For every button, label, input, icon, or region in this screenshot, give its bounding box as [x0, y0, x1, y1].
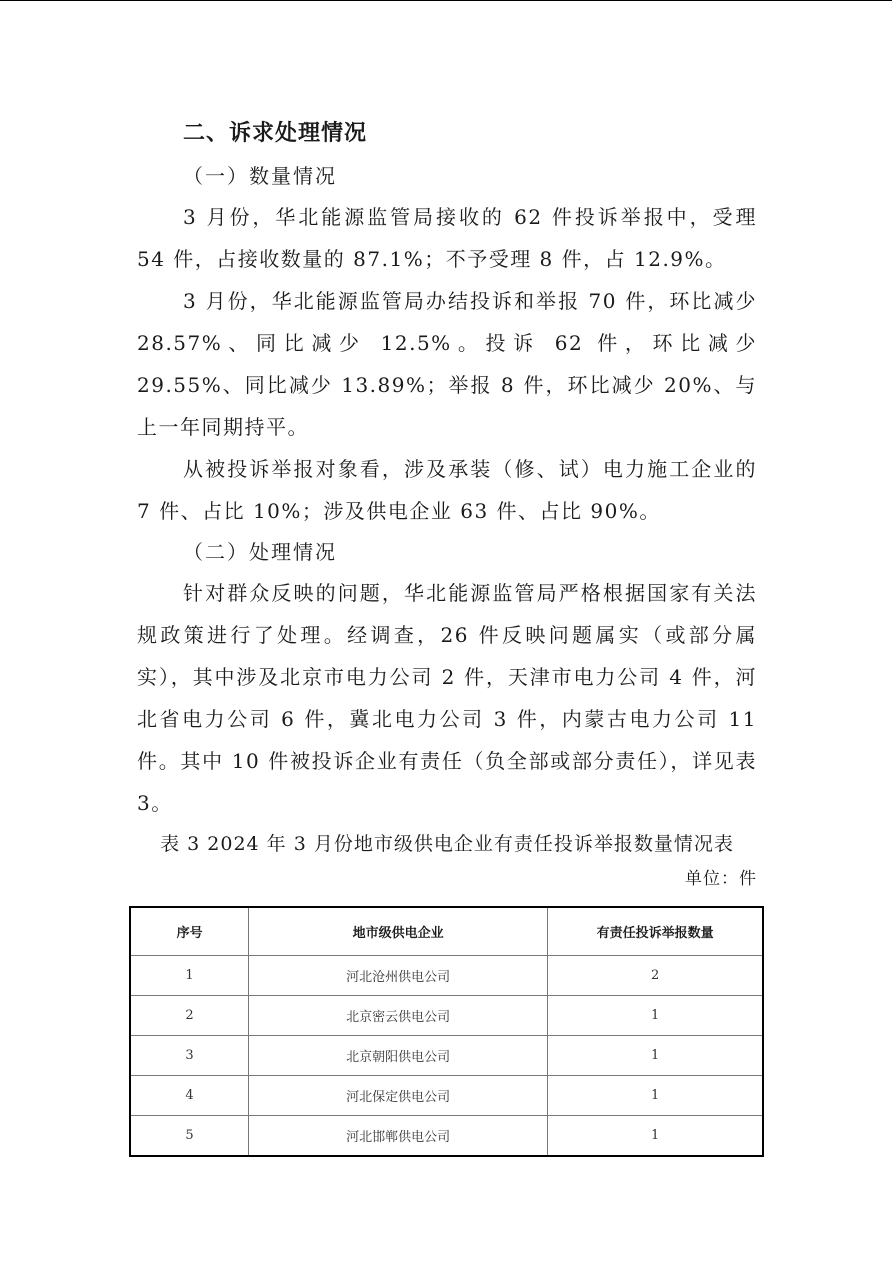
cell-index: 1 [130, 956, 249, 996]
cell-count: 1 [548, 1116, 763, 1157]
subsection-title-handling: （二）处理情况 [183, 540, 337, 564]
responsibility-table [129, 906, 764, 1157]
table-row [130, 996, 763, 1036]
section-heading: 二、诉求处理情况 [183, 121, 368, 146]
cell-count: 1 [548, 1076, 763, 1116]
subsection-title-quantity: （一）数量情况 [183, 164, 337, 188]
paragraph-handling: 针对群众反映的问题，华北能源监管局严格根据国家有关法规政策进行了处理。经调查，26 件反映问题属实（或部分属实），其中涉及北京市电力公司 2 件，天津市电力公司 4 件，河北省电力公司 6 件，冀北电力公司 3 件，内蒙古电力公司 11 件。其中 10 件被投诉企业有责任（负全部或部分责任），详见表 3。 [137, 581, 757, 815]
cell-count: 1 [548, 996, 763, 1036]
cell-index: 3 [130, 1036, 249, 1076]
table-row [130, 1116, 763, 1157]
table-row [130, 956, 763, 996]
header-company: 地市级供电企业 [249, 907, 548, 956]
cell-company: 北京朝阳供电公司 [249, 1036, 548, 1076]
cell-company: 北京密云供电公司 [249, 996, 548, 1036]
cell-index: 2 [130, 996, 249, 1036]
paragraph-received: 3 月份，华北能源监管局接收的 62 件投诉举报中，受理 54 件，占接收数量的 87.1%；不予受理 8 件，占 12.9%。 [137, 205, 757, 271]
cell-index: 5 [130, 1116, 249, 1157]
table-header-row [130, 907, 763, 956]
cell-company: 河北沧州供电公司 [249, 956, 548, 996]
page-top-border [0, 0, 892, 1]
paragraph-completed: 3 月份，华北能源监管局办结投诉和举报 70 件，环比减少 28.57%、同比减少 12.5%。投诉 62 件，环比减少 29.55%、同比减少 13.89%；举报 8 件，环比减少 20%、与上一年同期持平。 [137, 289, 757, 439]
paragraph-objects: 从被投诉举报对象看，涉及承装（修、试）电力施工企业的 7 件、占比 10%；涉及供电企业 63 件、占比 90%。 [137, 457, 757, 523]
header-count: 有责任投诉举报数量 [548, 907, 763, 956]
table-unit: 单位：件 [685, 869, 757, 889]
document-body [137, 116, 757, 896]
cell-company: 河北保定供电公司 [249, 1076, 548, 1116]
table-caption: 表 3 2024 年 3 月份地市级供电企业有责任投诉举报数量情况表 [160, 833, 734, 855]
table-row [130, 1036, 763, 1076]
table-row [130, 1076, 763, 1116]
cell-count: 2 [548, 956, 763, 996]
cell-index: 4 [130, 1076, 249, 1116]
cell-company: 河北邯郸供电公司 [249, 1116, 548, 1157]
cell-count: 1 [548, 1036, 763, 1076]
header-index: 序号 [130, 907, 249, 956]
